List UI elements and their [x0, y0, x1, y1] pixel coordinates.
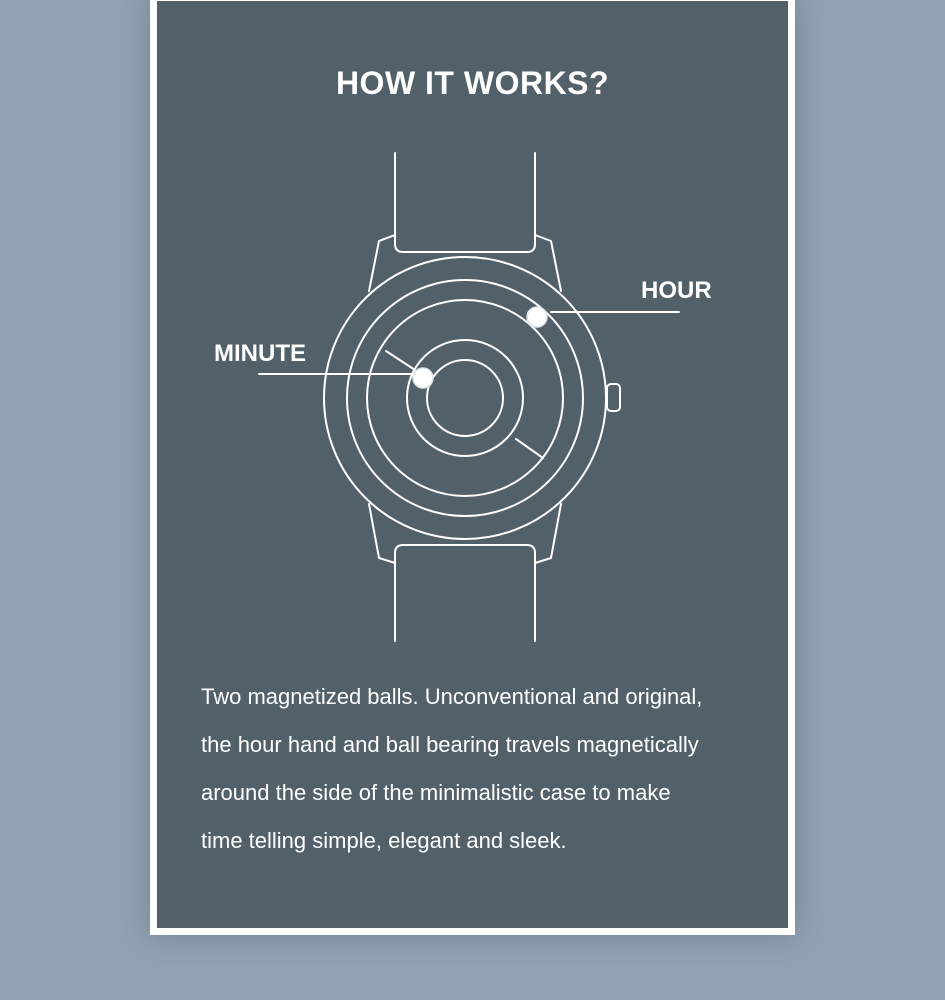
description-line: around the side of the minimalistic case to make — [201, 780, 671, 805]
minute-ball-icon — [413, 368, 433, 388]
description-line: the hour hand and ball bearing travels magnetically — [201, 732, 699, 757]
upper-strap — [395, 153, 535, 252]
how-it-works-card — [150, 0, 795, 935]
upper-left-lug — [369, 235, 395, 291]
center-ring — [427, 360, 503, 436]
lower-strap — [395, 545, 535, 641]
minute-label: MINUTE — [214, 340, 306, 367]
watch-icon — [259, 153, 679, 641]
index-mark-lower-right — [516, 439, 543, 458]
description-line: Two magnetized balls. Unconventional and original, — [201, 684, 703, 709]
index-mark-upper-left — [386, 351, 415, 370]
hour-ball-icon — [527, 307, 547, 327]
section-title: HOW IT WORKS? — [335, 65, 610, 101]
hour-track-ring — [367, 300, 563, 496]
minute-track-ring — [407, 340, 523, 456]
hour-label: HOUR — [641, 277, 712, 304]
description-line: time telling simple, elegant and sleek. — [201, 828, 567, 853]
crown-icon — [607, 384, 620, 411]
description-text — [201, 673, 781, 865]
upper-right-lug — [535, 235, 561, 291]
